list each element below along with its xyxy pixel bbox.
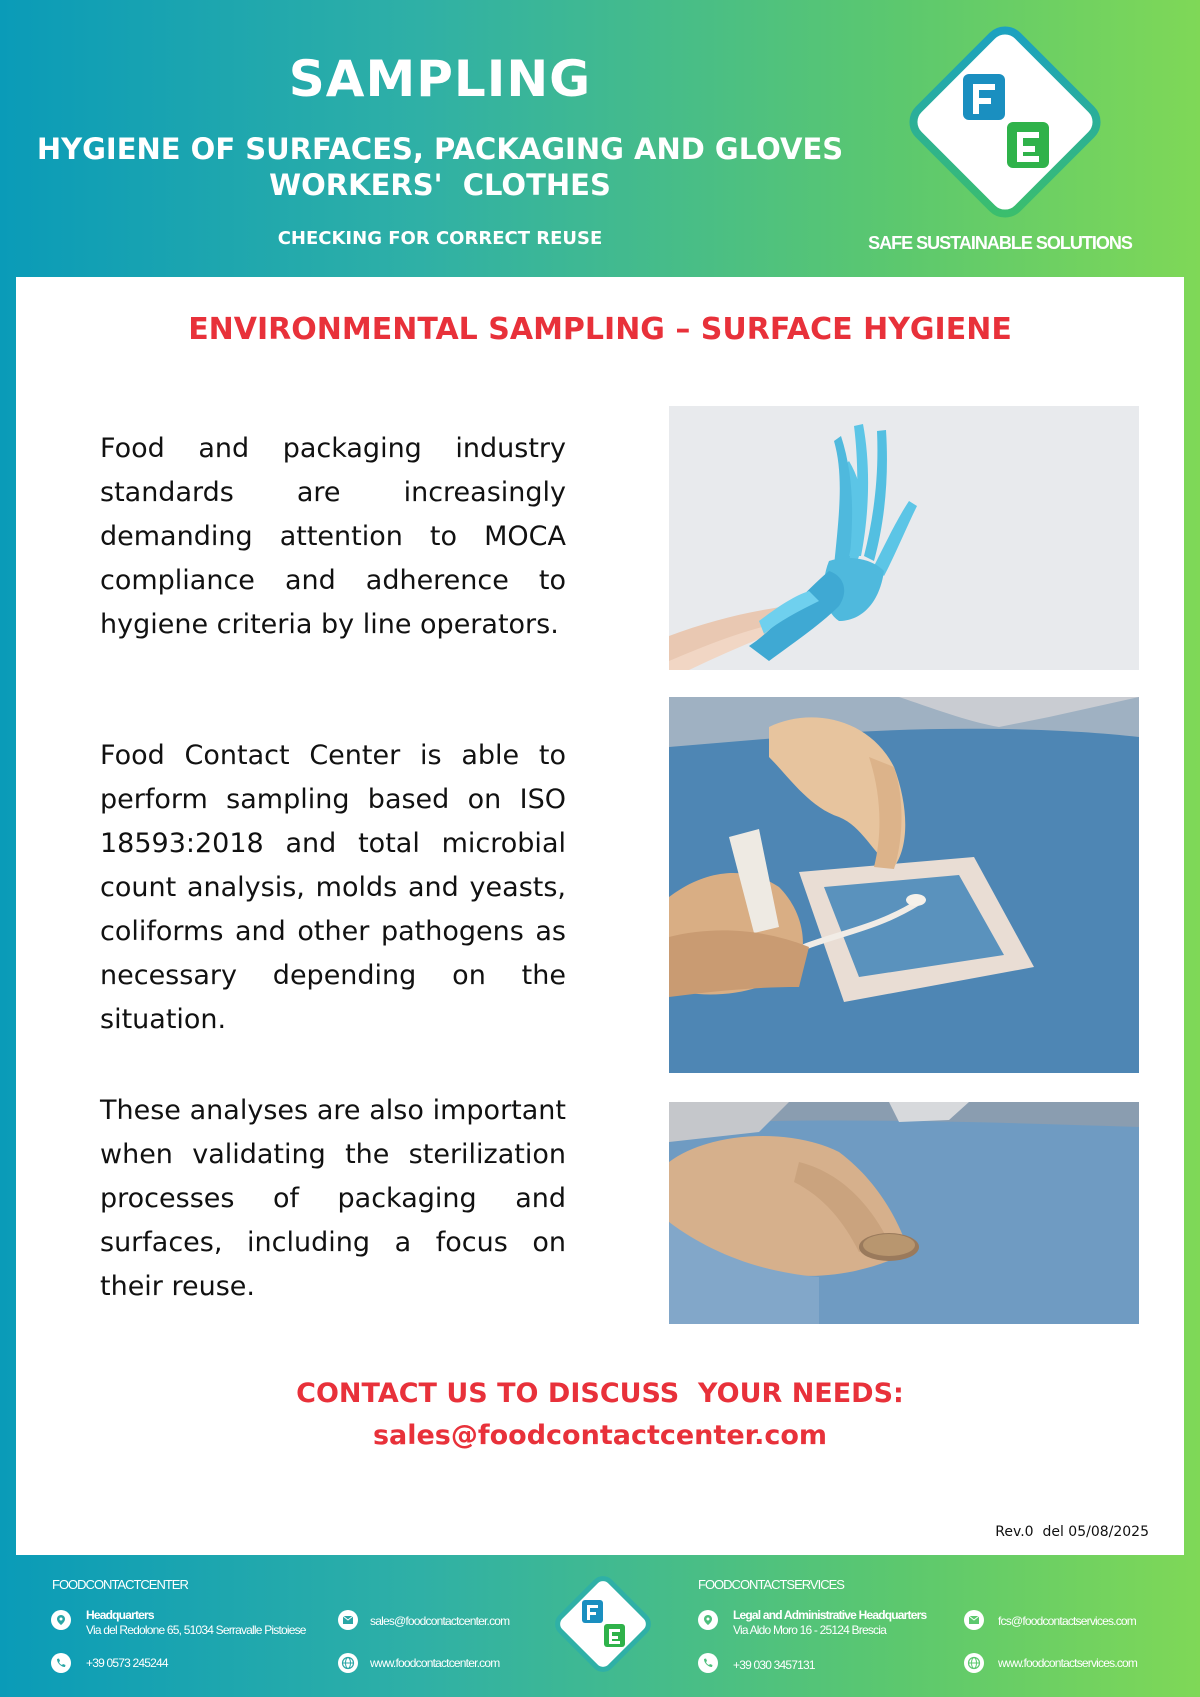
content-panel	[16, 277, 1184, 1555]
footer-left-email[interactable]: sales@foodcontactcenter.com	[370, 1614, 510, 1628]
footer-right-web[interactable]: www.foodcontactservices.com	[998, 1656, 1138, 1670]
globe-icon	[964, 1653, 984, 1673]
footer-right-phone[interactable]: +39 030 3457131	[733, 1658, 815, 1672]
page-subtitle	[0, 131, 880, 203]
section-title: ENVIRONMENTAL SAMPLING – SURFACE HYGIENE	[188, 312, 1012, 347]
footer-left-hq-label: Headquarters	[86, 1608, 154, 1622]
header	[0, 0, 1200, 277]
location-pin-icon	[51, 1610, 71, 1630]
company-logo	[895, 12, 1115, 232]
footer-right-address	[733, 1608, 926, 1638]
email-icon	[338, 1610, 358, 1630]
footer-left-web[interactable]: www.foodcontactcenter.com	[370, 1656, 500, 1670]
footer-left-hq-address: Via del Redolone 65, 51034 Serravalle Pistoiese	[86, 1623, 306, 1637]
tagline: CHECKING FOR CORRECT REUSE	[277, 228, 603, 249]
contact-heading: CONTACT US TO DISCUSS YOUR NEEDS:	[296, 1378, 904, 1409]
paragraph-validation: These analyses are also important when validating the sterilization processes of packaging and surfaces, including a focus on their reuse.	[100, 1095, 566, 1302]
footer-right-hq-address: Via Aldo Moro 16 - 25124 Brescia	[733, 1623, 886, 1637]
phone-icon	[51, 1653, 71, 1673]
phone-icon	[698, 1653, 718, 1673]
footer	[0, 1555, 1200, 1697]
photo-blue-gloves	[669, 406, 1139, 670]
footer-logo	[548, 1569, 658, 1679]
photo-contact-plate	[669, 1102, 1139, 1324]
email-icon	[964, 1610, 984, 1630]
contact-email-link[interactable]: sales@foodcontactcenter.com	[372, 1420, 828, 1451]
paragraph-sampling: Food Contact Center is able to perform sampling based on ISO 18593:2018 and total microbial count analysis, molds and yeasts, coliforms and other pathogens as necessary depending on the situation.	[100, 740, 566, 1035]
subtitle-line-2: WORKERS' CLOTHES	[269, 168, 611, 202]
slogan: SAFE SUSTAINABLE SOLUTIONS	[868, 233, 1132, 253]
footer-company-right: FOODCONTACTSERVICES	[698, 1577, 844, 1592]
subtitle-line-1: HYGIENE OF SURFACES, PACKAGING AND GLOVES	[36, 132, 844, 166]
globe-icon	[338, 1653, 358, 1673]
footer-left-address	[86, 1608, 306, 1638]
footer-company-left: FOODCONTACTCENTER	[52, 1577, 188, 1592]
footer-right-email[interactable]: fcs@foodcontactservices.com	[998, 1614, 1136, 1628]
paragraph-standards: Food and packaging industry standards are increasingly demanding attention to MOCA compliance and adherence to hygiene criteria by line operators.	[100, 433, 566, 640]
location-pin-icon	[698, 1610, 718, 1630]
footer-right-hq-label: Legal and Administrative Headquarters	[733, 1608, 927, 1622]
revision-date: Rev.0 del 05/08/2025	[995, 1524, 1149, 1540]
footer-left-phone[interactable]: +39 0573 245244	[86, 1656, 168, 1670]
photo-swab-sampling	[669, 697, 1139, 1073]
page-title: SAMPLING	[288, 50, 592, 108]
